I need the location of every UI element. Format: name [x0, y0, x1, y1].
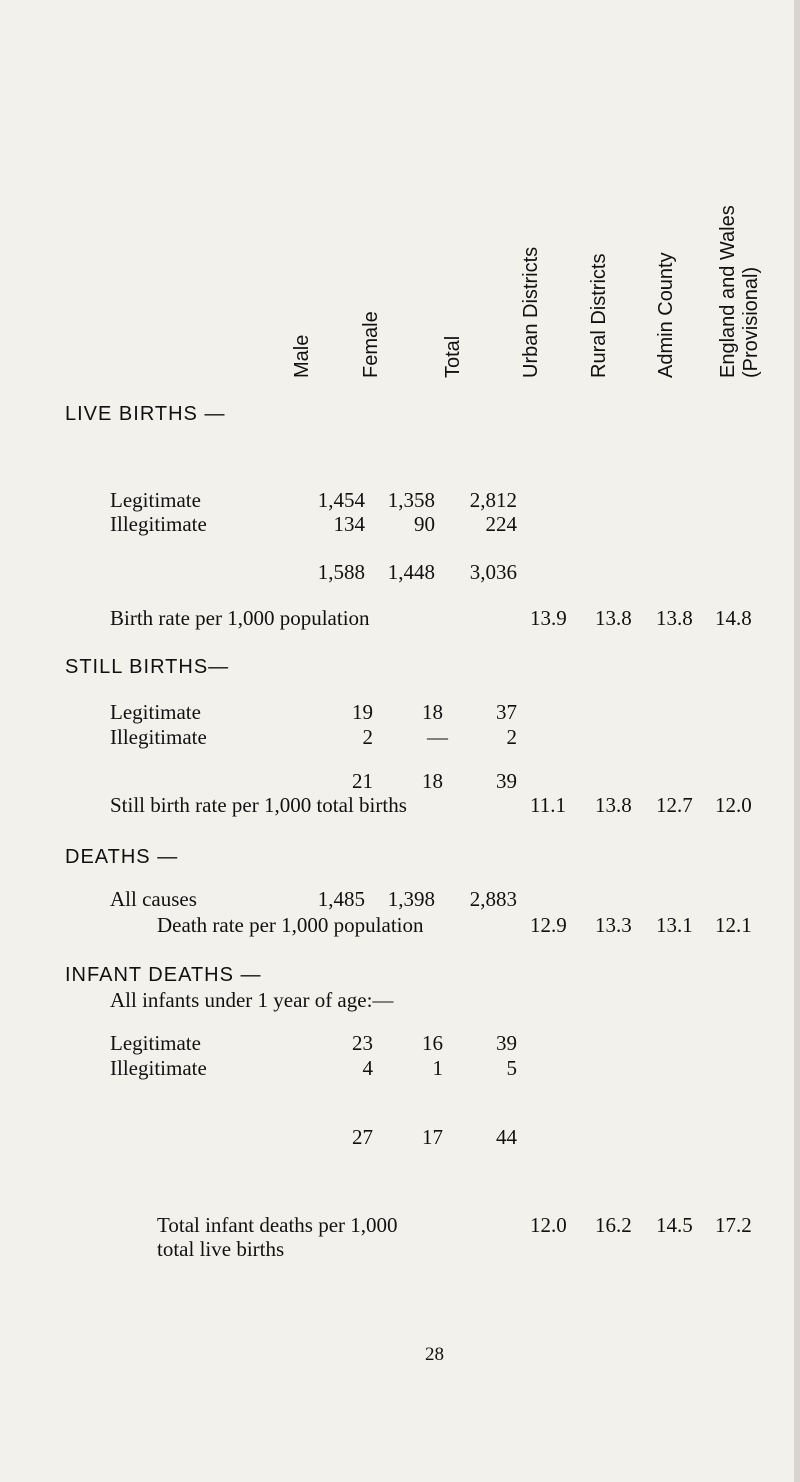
still-legitimate-total: 37	[496, 700, 517, 724]
death-rate-label: Death rate per 1,000 population	[157, 913, 424, 937]
column-header-admin-county: Admin County	[655, 252, 677, 378]
page-number: 28	[425, 1344, 444, 1365]
live-illegitimate-label: Illegitimate	[110, 512, 207, 536]
infant-legitimate-label: Legitimate	[110, 1031, 201, 1055]
infant-sum-total: 44	[496, 1125, 517, 1149]
deaths-all-total: 2,883	[469, 887, 517, 911]
page-edge-shadow	[794, 0, 800, 1482]
birth-rate-urban: 13.9	[530, 606, 567, 630]
live-legitimate-male: 1,454	[317, 488, 365, 512]
column-header-female: Female	[360, 311, 382, 378]
still-birth-rate-urban: 11.1	[530, 793, 566, 817]
column-header-rural-districts: Rural Districts	[588, 253, 610, 378]
live-legitimate-label: Legitimate	[110, 488, 201, 512]
deaths-heading: DEATHS —	[65, 846, 179, 868]
infant-deaths-subheading: All infants under 1 year of age:—	[110, 988, 394, 1012]
infant-rate-admin: 14.5	[656, 1213, 693, 1237]
still-illegitimate-label: Illegitimate	[110, 725, 207, 749]
column-header-urban-districts: Urban Districts	[520, 246, 542, 378]
infant-illegitimate-male: 4	[362, 1056, 373, 1080]
infant-sum-male: 27	[352, 1125, 373, 1149]
column-header-england-wales: England and Wales	[717, 205, 739, 378]
live-sum-male: 1,588	[317, 560, 365, 584]
infant-legitimate-total: 39	[496, 1031, 517, 1055]
birth-rate-admin: 13.8	[656, 606, 693, 630]
still-birth-rate-label: Still birth rate per 1,000 total births	[110, 793, 407, 817]
still-sum-female: 18	[422, 769, 443, 793]
live-illegitimate-total: 224	[485, 512, 517, 536]
column-header-provisional: (Provisional)	[740, 266, 762, 378]
still-illegitimate-total: 2	[506, 725, 517, 749]
infant-rate-urban: 12.0	[530, 1213, 567, 1237]
still-birth-rate-england: 12.0	[715, 793, 752, 817]
death-rate-urban: 12.9	[530, 913, 567, 937]
still-sum-total: 39	[496, 769, 517, 793]
live-sum-female: 1,448	[387, 560, 435, 584]
birth-rate-label: Birth rate per 1,000 population	[110, 606, 370, 630]
deaths-all-female: 1,398	[387, 887, 435, 911]
deaths-all-causes-label: All causes	[110, 887, 197, 911]
live-legitimate-female: 1,358	[387, 488, 435, 512]
infant-rate-label-2: total live births	[157, 1237, 285, 1261]
death-rate-admin: 13.1	[656, 913, 693, 937]
birth-rate-rural: 13.8	[595, 606, 632, 630]
live-illegitimate-female: 90	[414, 512, 435, 536]
still-births-heading: STILL BIRTHS—	[65, 656, 230, 678]
still-legitimate-female: 18	[422, 700, 443, 724]
death-rate-rural: 13.3	[595, 913, 632, 937]
still-sum-male: 21	[352, 769, 373, 793]
infant-illegitimate-label: Illegitimate	[110, 1056, 207, 1080]
still-birth-rate-admin: 12.7	[656, 793, 693, 817]
still-illegitimate-male: 2	[362, 725, 373, 749]
birth-rate-england: 14.8	[715, 606, 752, 630]
still-legitimate-label: Legitimate	[110, 700, 201, 724]
infant-illegitimate-total: 5	[506, 1056, 517, 1080]
infant-deaths-heading: INFANT DEATHS —	[65, 964, 262, 986]
deaths-all-male: 1,485	[317, 887, 365, 911]
live-births-heading: LIVE BIRTHS —	[65, 403, 226, 425]
still-legitimate-male: 19	[352, 700, 373, 724]
live-sum-total: 3,036	[469, 560, 517, 584]
infant-illegitimate-female: 1	[432, 1056, 443, 1080]
infant-legitimate-male: 23	[352, 1031, 373, 1055]
live-illegitimate-male: 134	[333, 512, 365, 536]
infant-rate-england: 17.2	[715, 1213, 752, 1237]
column-header-total: Total	[442, 335, 464, 378]
still-birth-rate-rural: 13.8	[595, 793, 632, 817]
death-rate-england: 12.1	[715, 913, 752, 937]
infant-rate-label-1: Total infant deaths per 1,000	[157, 1213, 398, 1237]
live-legitimate-total: 2,812	[469, 488, 517, 512]
still-illegitimate-female: —	[427, 725, 448, 749]
infant-legitimate-female: 16	[422, 1031, 443, 1055]
infant-rate-rural: 16.2	[595, 1213, 632, 1237]
column-header-male: Male	[291, 334, 313, 378]
infant-sum-female: 17	[422, 1125, 443, 1149]
